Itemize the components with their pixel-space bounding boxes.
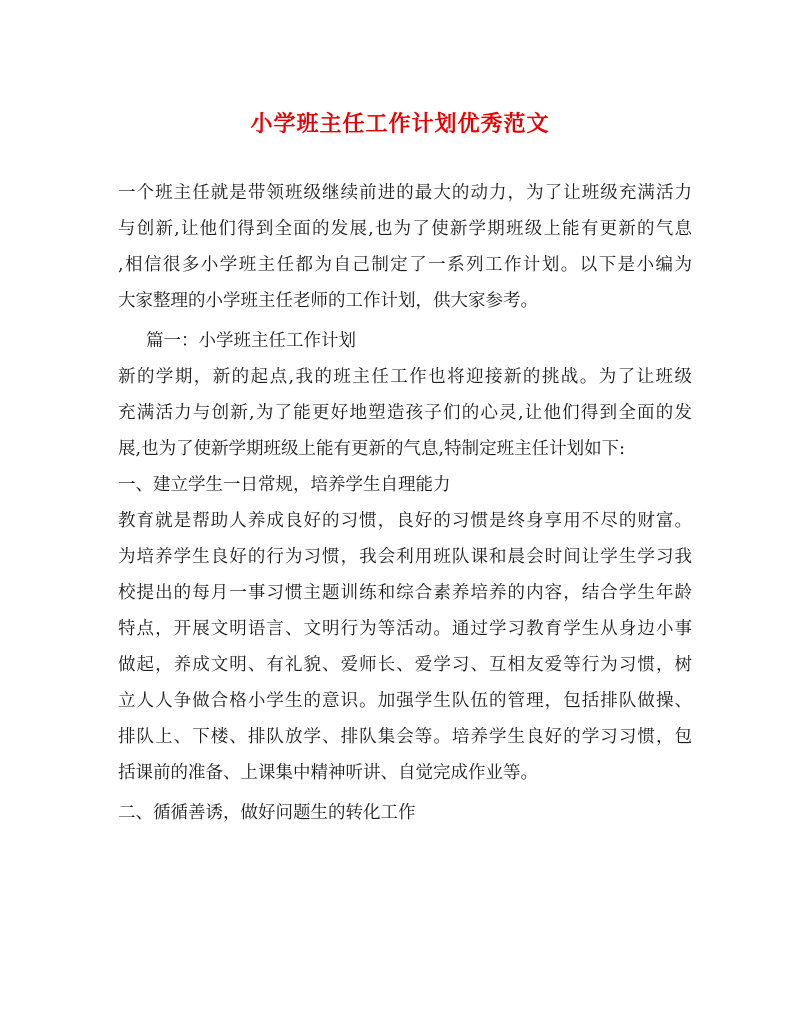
paragraph-line: 充满活力与创新,为了能更好地塑造孩子们的心灵,让他们得到全面的发 [118, 403, 692, 423]
paragraph-line: 排队上、下楼、排队放学、排队集会等。培养学生良好的学习习惯，包 [118, 727, 692, 747]
paragraph-line: 为培养学生良好的行为习惯，我会利用班队课和晨会时间让学生学习我 [118, 547, 692, 567]
section-heading: 篇一：小学班主任工作计划 [146, 331, 356, 351]
intro-line: 与创新,让他们得到全面的发展,也为了使新学期班级上能有更新的气息 [118, 219, 692, 239]
paragraph-line: 特点，开展文明语言、文明行为等活动。通过学习教育学生从身边小事 [118, 619, 692, 639]
paragraph-line: 立人人争做合格小学生的意识。加强学生队伍的管理，包括排队做操、 [118, 691, 692, 711]
paragraph-line: 教育就是帮助人养成良好的习惯，良好的习惯是终身享用不尽的财富。 [118, 511, 692, 531]
intro-line: ,相信很多小学班主任都为自己制定了一系列工作计划。以下是小编为 [118, 255, 692, 275]
paragraph-line: 括课前的准备、上课集中精神听讲、自觉完成作业等。 [118, 763, 538, 783]
paragraph-line: 做起，养成文明、有礼貌、爱师长、爱学习、互相友爱等行为习惯，树 [118, 655, 692, 675]
subheading-1: 一、建立学生一日常规，培养学生自理能力 [118, 475, 451, 495]
paragraph-line: 校提出的每月一事习惯主题训练和综合素养培养的内容，结合学生年龄 [118, 583, 692, 603]
intro-line: 一个班主任就是带领班级继续前进的最大的动力，为了让班级充满活力 [118, 183, 692, 203]
intro-line: 大家整理的小学班主任老师的工作计划，供大家参考。 [118, 291, 538, 311]
subheading-2: 二、循循善诱，做好问题生的转化工作 [118, 803, 416, 823]
document-body [118, 175, 692, 831]
paragraph-line: 展,也为了使新学期班级上能有更新的气息,特制定班主任计划如下: [118, 439, 626, 459]
paragraph-line: 新的学期，新的起点,我的班主任工作也将迎接新的挑战。为了让班级 [118, 367, 692, 387]
document-title: 小学班主任工作计划优秀范文 [250, 111, 550, 137]
